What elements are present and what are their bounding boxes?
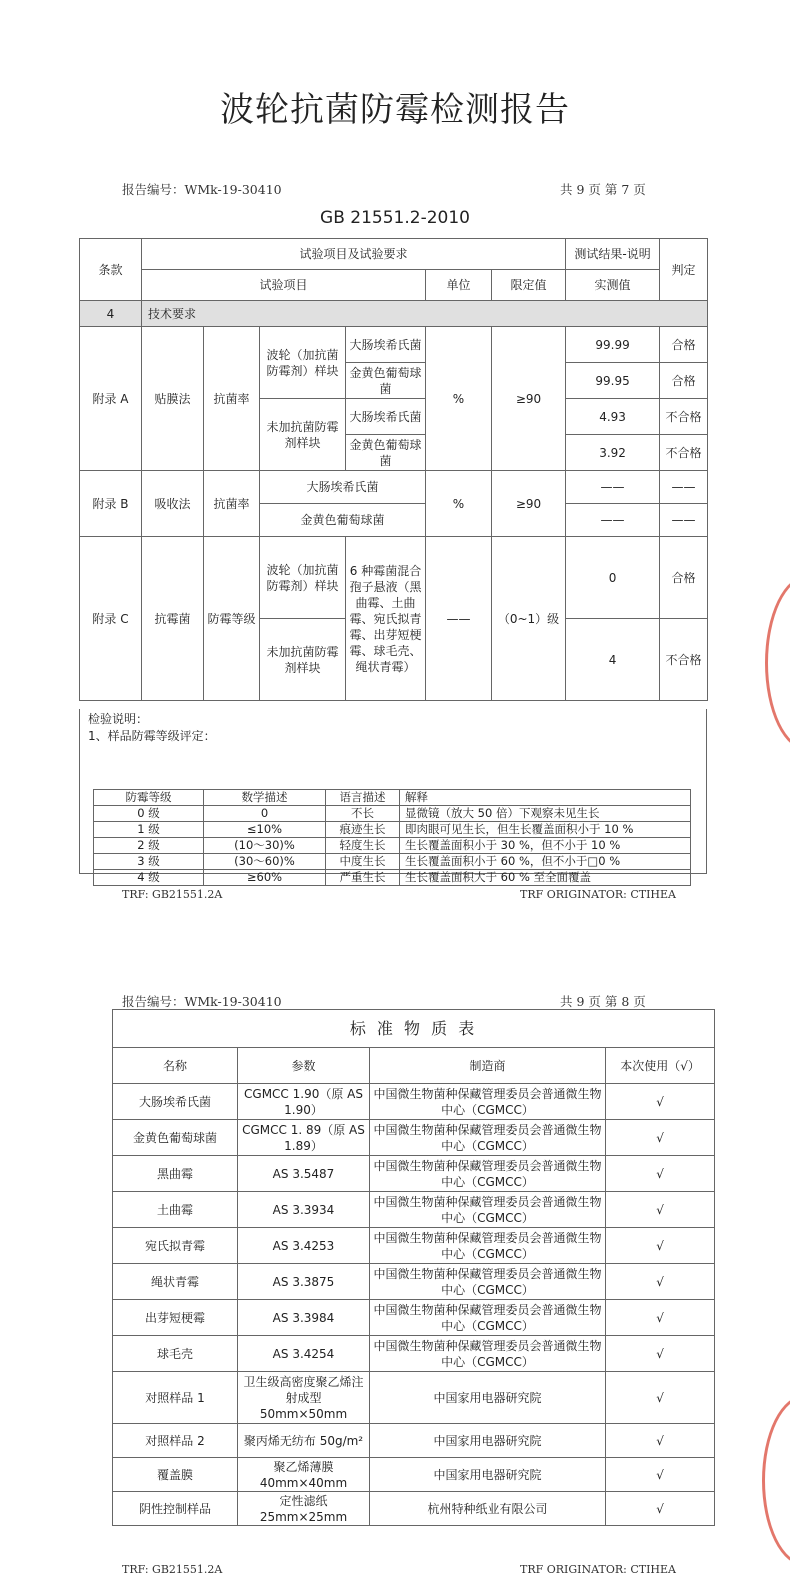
bacteria-name: 金黄色葡萄球菌 xyxy=(260,504,426,537)
measured-header: 实测值 xyxy=(566,270,660,301)
material-name: 宛氏拟青霉 xyxy=(113,1228,238,1264)
verdict-value: 不合格 xyxy=(660,399,708,435)
used-check: √ xyxy=(606,1372,715,1424)
report-number: 报告编号：WMk-19-30410 xyxy=(122,182,282,197)
used-check: √ xyxy=(606,1424,715,1458)
material-maker: 中国微生物菌种保藏管理委员会普通微生物中心（CGMCC） xyxy=(370,1120,606,1156)
verdict-value: 合格 xyxy=(660,363,708,399)
reference-materials-table xyxy=(112,1009,715,1526)
result-header: 测试结果-说明 xyxy=(566,239,660,270)
red-seal-stamp xyxy=(765,575,790,751)
grade-header: 语言描述 xyxy=(326,790,400,806)
page-info: 共 9 页 第 7 页 xyxy=(560,182,646,197)
appendix-c: 附录 C xyxy=(80,537,142,701)
column-header: 名称 xyxy=(113,1048,238,1084)
trf-originator: TRF ORIGINATOR: CTIHEA xyxy=(520,1563,676,1576)
grade-cell: 中度生长 xyxy=(326,854,400,870)
unit-header: 单位 xyxy=(426,270,492,301)
material-param: AS 3.3984 xyxy=(238,1300,370,1336)
used-check: √ xyxy=(606,1336,715,1372)
material-maker: 中国家用电器研究院 xyxy=(370,1424,606,1458)
material-param: 定性滤纸 25mm×25mm xyxy=(238,1492,370,1526)
material-param: 卫生级高密度聚乙烯注射成型 50mm×50mm xyxy=(238,1372,370,1424)
test-results-table xyxy=(79,238,708,701)
measured-value: —— xyxy=(566,471,660,504)
report-title: 波轮抗菌防霉检测报告 xyxy=(220,90,570,130)
grade-cell: 即肉眼可见生长，但生长覆盖面积小于 10 % xyxy=(400,822,691,838)
material-name: 覆盖膜 xyxy=(113,1458,238,1492)
trf-code: TRF: GB21551.2A xyxy=(122,888,223,901)
used-check: √ xyxy=(606,1084,715,1120)
appendix-a-unit: % xyxy=(426,327,492,471)
trf-code: TRF: GB21551.2A xyxy=(122,1563,223,1576)
appendix-a-sample-control: 未加抗菌防霉剂样块 xyxy=(260,399,346,471)
material-param: CGMCC 1. 89（原 AS 1.89） xyxy=(238,1120,370,1156)
material-maker: 中国家用电器研究院 xyxy=(370,1458,606,1492)
section-number: 4 xyxy=(80,301,142,327)
mold-suspension: 6 种霉菌混合孢子悬液（黑曲霉、土曲霉、宛氏拟青霉、出芽短梗霉、球毛壳、绳状青霉） xyxy=(346,537,426,701)
grade-cell: 生长覆盖面积大于 60 % 至全面覆盖 xyxy=(400,870,691,886)
material-name: 黑曲霉 xyxy=(113,1156,238,1192)
used-check: √ xyxy=(606,1264,715,1300)
red-seal-stamp xyxy=(762,1395,790,1566)
grade-cell: 0 xyxy=(204,806,326,822)
bacteria-name: 大肠埃希氏菌 xyxy=(260,471,426,504)
appendix-b-limit: ≥90 xyxy=(492,471,566,537)
section-label: 技术要求 xyxy=(142,301,708,327)
appendix-c-item: 防霉等级 xyxy=(204,537,260,701)
grade-cell: 痕迹生长 xyxy=(326,822,400,838)
material-name: 对照样品 2 xyxy=(113,1424,238,1458)
material-name: 阴性控制样品 xyxy=(113,1492,238,1526)
clause-header: 条款 xyxy=(80,239,142,301)
material-param: AS 3.5487 xyxy=(238,1156,370,1192)
material-maker: 中国微生物菌种保藏管理委员会普通微生物中心（CGMCC） xyxy=(370,1192,606,1228)
grade-cell: 生长覆盖面积小于 30 %，但不小于 10 % xyxy=(400,838,691,854)
measured-value: 3.92 xyxy=(566,435,660,471)
used-check: √ xyxy=(606,1492,715,1526)
grade-cell: 4 级 xyxy=(94,870,204,886)
grade-cell: 3 级 xyxy=(94,854,204,870)
material-name: 绳状青霉 xyxy=(113,1264,238,1300)
material-name: 大肠埃希氏菌 xyxy=(113,1084,238,1120)
used-check: √ xyxy=(606,1228,715,1264)
used-check: √ xyxy=(606,1300,715,1336)
grade-header: 解释 xyxy=(400,790,691,806)
appendix-c-sample-control: 未加抗菌防霉剂样块 xyxy=(260,619,346,701)
verdict-value: 不合格 xyxy=(660,619,708,701)
notes-item: 1、样品防霉等级评定： xyxy=(88,729,216,743)
grade-cell: 严重生长 xyxy=(326,870,400,886)
material-param: AS 3.3934 xyxy=(238,1192,370,1228)
grade-cell: 0 级 xyxy=(94,806,204,822)
material-maker: 中国微生物菌种保藏管理委员会普通微生物中心（CGMCC） xyxy=(370,1084,606,1120)
appendix-c-limit: （0~1）级 xyxy=(492,537,566,701)
grade-cell: 生长覆盖面积小于 60 %，但不小于□0 % xyxy=(400,854,691,870)
appendix-b: 附录 B xyxy=(80,471,142,537)
grade-cell: (10～30)% xyxy=(204,838,326,854)
bacteria-name: 大肠埃希氏菌 xyxy=(346,399,426,435)
grade-cell: (30～60)% xyxy=(204,854,326,870)
grade-cell: 不长 xyxy=(326,806,400,822)
bacteria-name: 金黄色葡萄球菌 xyxy=(346,435,426,471)
material-maker: 中国微生物菌种保藏管理委员会普通微生物中心（CGMCC） xyxy=(370,1228,606,1264)
bacteria-name: 大肠埃希氏菌 xyxy=(346,327,426,363)
material-param: AS 3.4254 xyxy=(238,1336,370,1372)
grade-header: 数学描述 xyxy=(204,790,326,806)
used-check: √ xyxy=(606,1156,715,1192)
grade-cell: 2 级 xyxy=(94,838,204,854)
trf-originator: TRF ORIGINATOR: CTIHEA xyxy=(520,888,676,901)
appendix-b-item: 抗菌率 xyxy=(204,471,260,537)
standard-number: GB 21551.2-2010 xyxy=(320,208,470,228)
column-header: 本次使用（√） xyxy=(606,1048,715,1084)
material-maker: 中国家用电器研究院 xyxy=(370,1372,606,1424)
used-check: √ xyxy=(606,1120,715,1156)
appendix-b-method: 吸收法 xyxy=(142,471,204,537)
appendix-c-unit: —— xyxy=(426,537,492,701)
material-name: 出芽短梗霉 xyxy=(113,1300,238,1336)
grade-cell: ≥60% xyxy=(204,870,326,886)
material-name: 球毛壳 xyxy=(113,1336,238,1372)
verdict-header: 判定 xyxy=(660,239,708,301)
measured-value: 99.99 xyxy=(566,327,660,363)
measured-value: —— xyxy=(566,504,660,537)
table-title: 标 准 物 质 表 xyxy=(113,1010,715,1048)
material-param: AS 3.4253 xyxy=(238,1228,370,1264)
limit-header: 限定值 xyxy=(492,270,566,301)
grade-cell: 显微镜（放大 50 倍）下观察未见生长 xyxy=(400,806,691,822)
grade-table xyxy=(93,789,691,886)
appendix-a-method: 贴膜法 xyxy=(142,327,204,471)
material-param: AS 3.3875 xyxy=(238,1264,370,1300)
column-header: 参数 xyxy=(238,1048,370,1084)
appendix-b-unit: % xyxy=(426,471,492,537)
measured-value: 0 xyxy=(566,537,660,619)
column-header: 制造商 xyxy=(370,1048,606,1084)
verdict-value: 不合格 xyxy=(660,435,708,471)
material-maker: 杭州特种纸业有限公司 xyxy=(370,1492,606,1526)
used-check: √ xyxy=(606,1192,715,1228)
page-info: 共 9 页 第 8 页 xyxy=(560,994,646,1009)
grade-header: 防霉等级 xyxy=(94,790,204,806)
measured-value: 4 xyxy=(566,619,660,701)
grade-cell: 轻度生长 xyxy=(326,838,400,854)
verdict-value: 合格 xyxy=(660,537,708,619)
measured-value: 99.95 xyxy=(566,363,660,399)
test-items-header: 试验项目及试验要求 xyxy=(142,239,566,270)
material-param: 聚丙烯无纺布 50g/m² xyxy=(238,1424,370,1458)
test-item-header: 试验项目 xyxy=(142,270,426,301)
grade-cell: ≤10% xyxy=(204,822,326,838)
verdict-value: 合格 xyxy=(660,327,708,363)
grade-cell: 1 级 xyxy=(94,822,204,838)
appendix-a: 附录 A xyxy=(80,327,142,471)
report-number: 报告编号：WMk-19-30410 xyxy=(122,994,282,1009)
appendix-c-method: 抗霉菌 xyxy=(142,537,204,701)
appendix-c-sample-treated: 波轮（加抗菌防霉剂）样块 xyxy=(260,537,346,619)
appendix-a-limit: ≥90 xyxy=(492,327,566,471)
verdict-value: —— xyxy=(660,504,708,537)
appendix-a-item: 抗菌率 xyxy=(204,327,260,471)
material-name: 对照样品 1 xyxy=(113,1372,238,1424)
material-name: 土曲霉 xyxy=(113,1192,238,1228)
material-param: 聚乙烯薄膜 40mm×40mm xyxy=(238,1458,370,1492)
material-name: 金黄色葡萄球菌 xyxy=(113,1120,238,1156)
bacteria-name: 金黄色葡萄球菌 xyxy=(346,363,426,399)
material-maker: 中国微生物菌种保藏管理委员会普通微生物中心（CGMCC） xyxy=(370,1156,606,1192)
appendix-a-sample-treated: 波轮（加抗菌防霉剂）样块 xyxy=(260,327,346,399)
verdict-value: —— xyxy=(660,471,708,504)
measured-value: 4.93 xyxy=(566,399,660,435)
material-maker: 中国微生物菌种保藏管理委员会普通微生物中心（CGMCC） xyxy=(370,1300,606,1336)
material-maker: 中国微生物菌种保藏管理委员会普通微生物中心（CGMCC） xyxy=(370,1264,606,1300)
material-param: CGMCC 1.90（原 AS 1.90） xyxy=(238,1084,370,1120)
notes-title: 检验说明： xyxy=(88,712,149,726)
material-maker: 中国微生物菌种保藏管理委员会普通微生物中心（CGMCC） xyxy=(370,1336,606,1372)
used-check: √ xyxy=(606,1458,715,1492)
